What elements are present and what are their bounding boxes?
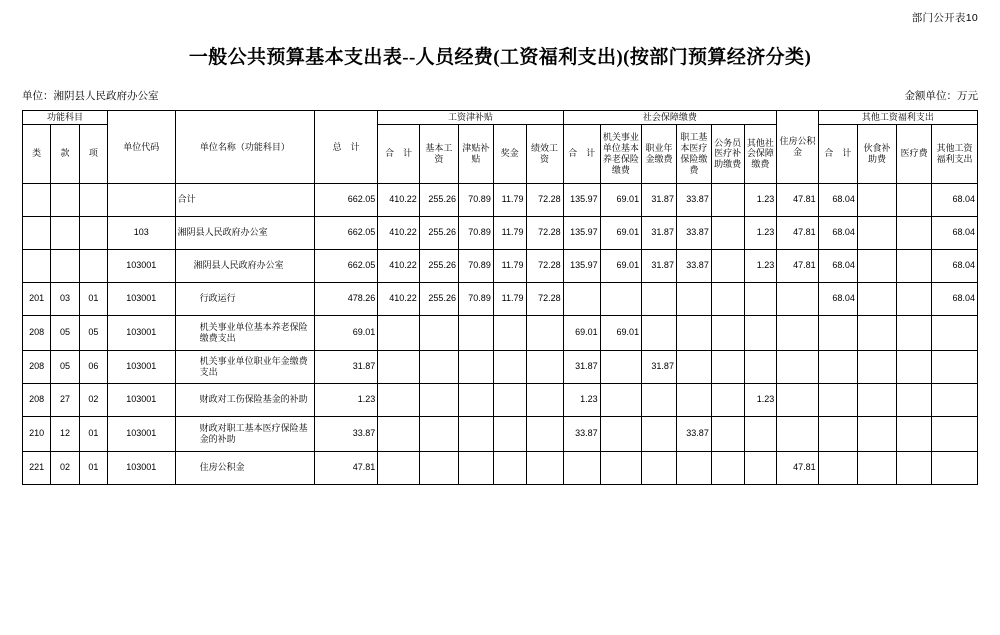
table-row — [23, 216, 978, 249]
cell-medical-fee — [897, 416, 932, 451]
cell-pension: 69.01 — [600, 183, 641, 216]
header-medical-fee: 医疗费 — [897, 124, 932, 183]
cell-allowance — [458, 451, 493, 484]
cell-food-subsidy — [857, 451, 896, 484]
cell-other-social: 1.23 — [744, 383, 777, 416]
cell-bonus: 11.79 — [493, 183, 526, 216]
cell-food-subsidy — [857, 416, 896, 451]
cell-pension — [600, 416, 641, 451]
cell-salary-total — [378, 350, 419, 383]
cell-pension — [600, 350, 641, 383]
cell-bonus — [493, 350, 526, 383]
cell-pension: 69.01 — [600, 216, 641, 249]
cell-section — [51, 183, 79, 216]
cell-section: 05 — [51, 315, 79, 350]
meta-row — [22, 88, 978, 102]
cell-item: 05 — [79, 315, 107, 350]
cell-bonus — [493, 451, 526, 484]
cell-section — [51, 249, 79, 282]
cell-base-salary: 255.26 — [419, 216, 458, 249]
cell-other-welfare: 68.04 — [932, 249, 978, 282]
cell-item: 01 — [79, 451, 107, 484]
cell-occupational: 31.87 — [642, 183, 677, 216]
cell-class: 210 — [23, 416, 51, 451]
cell-housing-fund: 47.81 — [777, 451, 818, 484]
table-row — [23, 416, 978, 451]
cell-social-total: 33.87 — [563, 416, 600, 451]
cell-item: 06 — [79, 350, 107, 383]
cell-other-total: 68.04 — [818, 216, 857, 249]
cell-salary-total — [378, 315, 419, 350]
cell-medical: 33.87 — [676, 216, 711, 249]
header-other-group: 其他工资福利支出 — [818, 111, 977, 125]
cell-class — [23, 249, 51, 282]
header-bonus: 奖金 — [493, 124, 526, 183]
table-header — [23, 111, 978, 184]
cell-medical — [676, 350, 711, 383]
table-row — [23, 383, 978, 416]
cell-bonus — [493, 383, 526, 416]
header-section: 款 — [51, 124, 79, 183]
cell-item: 01 — [79, 416, 107, 451]
cell-other-welfare — [932, 416, 978, 451]
cell-unit-code — [107, 183, 175, 216]
cell-section — [51, 216, 79, 249]
header-salary-group: 工资津补贴 — [378, 111, 563, 125]
cell-unit-code: 103001 — [107, 249, 175, 282]
cell-bonus: 11.79 — [493, 216, 526, 249]
cell-section: 02 — [51, 451, 79, 484]
cell-total: 33.87 — [315, 416, 378, 451]
cell-medical-fee — [897, 183, 932, 216]
cell-performance: 72.28 — [526, 249, 563, 282]
cell-class: 208 — [23, 350, 51, 383]
cell-civil-medical — [711, 249, 744, 282]
cell-bonus — [493, 315, 526, 350]
cell-bonus: 11.79 — [493, 282, 526, 315]
cell-other-social — [744, 416, 777, 451]
table-row — [23, 315, 978, 350]
cell-unit-name: 财政对工伤保险基金的补助 — [175, 383, 315, 416]
cell-class — [23, 183, 51, 216]
cell-section: 27 — [51, 383, 79, 416]
cell-social-total: 135.97 — [563, 216, 600, 249]
header-row-1 — [23, 111, 978, 125]
cell-other-welfare — [932, 350, 978, 383]
header-food-subsidy: 伙食补助费 — [857, 124, 896, 183]
cell-total: 1.23 — [315, 383, 378, 416]
cell-other-social: 1.23 — [744, 249, 777, 282]
cell-other-social — [744, 350, 777, 383]
cell-other-welfare — [932, 451, 978, 484]
header-base-salary: 基本工资 — [419, 124, 458, 183]
cell-social-total: 31.87 — [563, 350, 600, 383]
cell-allowance — [458, 350, 493, 383]
cell-unit-name: 住房公积金 — [175, 451, 315, 484]
cell-food-subsidy — [857, 350, 896, 383]
cell-item: 01 — [79, 282, 107, 315]
cell-housing-fund: 47.81 — [777, 216, 818, 249]
header-salary-total: 合 计 — [378, 124, 419, 183]
cell-occupational — [642, 282, 677, 315]
cell-other-social — [744, 282, 777, 315]
header-unit-name: 单位名称（功能科目） — [175, 111, 315, 184]
cell-section: 05 — [51, 350, 79, 383]
cell-other-total: 68.04 — [818, 282, 857, 315]
header-allowance: 津贴补贴 — [458, 124, 493, 183]
unit-label: 单位：湘阴县人民政府办公室 — [22, 90, 159, 102]
page-title: 一般公共预算基本支出表--人员经费(工资福利支出)(按部门预算经济分类) — [188, 47, 812, 68]
header-performance: 绩效工资 — [526, 124, 563, 183]
cell-other-welfare — [932, 315, 978, 350]
header-social-group: 社会保障缴费 — [563, 111, 777, 125]
cell-performance — [526, 451, 563, 484]
cell-other-social: 1.23 — [744, 183, 777, 216]
cell-base-salary: 255.26 — [419, 249, 458, 282]
cell-social-total: 69.01 — [563, 315, 600, 350]
cell-base-salary — [419, 315, 458, 350]
cell-other-social — [744, 315, 777, 350]
cell-allowance: 70.89 — [458, 216, 493, 249]
cell-housing-fund — [777, 282, 818, 315]
cell-other-total: 68.04 — [818, 249, 857, 282]
cell-section: 12 — [51, 416, 79, 451]
cell-item: 02 — [79, 383, 107, 416]
cell-other-welfare — [932, 383, 978, 416]
cell-housing-fund: 47.81 — [777, 249, 818, 282]
cell-pension — [600, 383, 641, 416]
cell-performance: 72.28 — [526, 183, 563, 216]
cell-other-social: 1.23 — [744, 216, 777, 249]
cell-salary-total — [378, 416, 419, 451]
cell-unit-name: 财政对职工基本医疗保险基金的补助 — [175, 416, 315, 451]
cell-occupational: 31.87 — [642, 216, 677, 249]
cell-class: 208 — [23, 383, 51, 416]
cell-performance — [526, 416, 563, 451]
cell-total: 662.05 — [315, 249, 378, 282]
table-row — [23, 183, 978, 216]
cell-class: 208 — [23, 315, 51, 350]
cell-item — [79, 249, 107, 282]
header-social-total: 合 计 — [563, 124, 600, 183]
cell-civil-medical — [711, 183, 744, 216]
cell-pension: 69.01 — [600, 315, 641, 350]
cell-unit-code: 103001 — [107, 282, 175, 315]
header-class: 类 — [23, 124, 51, 183]
cell-performance — [526, 315, 563, 350]
cell-total: 662.05 — [315, 183, 378, 216]
cell-unit-code: 103001 — [107, 315, 175, 350]
cell-food-subsidy — [857, 216, 896, 249]
cell-unit-code: 103001 — [107, 416, 175, 451]
cell-total: 31.87 — [315, 350, 378, 383]
cell-salary-total: 410.22 — [378, 216, 419, 249]
cell-allowance: 70.89 — [458, 282, 493, 315]
cell-unit-code: 103 — [107, 216, 175, 249]
header-total: 总 计 — [315, 111, 378, 184]
cell-civil-medical — [711, 315, 744, 350]
cell-housing-fund: 47.81 — [777, 183, 818, 216]
cell-social-total: 135.97 — [563, 249, 600, 282]
cell-allowance: 70.89 — [458, 249, 493, 282]
cell-class: 201 — [23, 282, 51, 315]
cell-base-salary: 255.26 — [419, 183, 458, 216]
cell-bonus: 11.79 — [493, 249, 526, 282]
cell-unit-code: 103001 — [107, 383, 175, 416]
cell-other-welfare: 68.04 — [932, 216, 978, 249]
cell-unit-name: 湘阴县人民政府办公室 — [175, 249, 315, 282]
cell-performance: 72.28 — [526, 216, 563, 249]
cell-allowance — [458, 315, 493, 350]
cell-unit-name: 机关事业单位职业年金缴费支出 — [175, 350, 315, 383]
cell-total: 662.05 — [315, 216, 378, 249]
cell-unit-name: 湘阴县人民政府办公室 — [175, 216, 315, 249]
cell-allowance — [458, 383, 493, 416]
header-function-subject: 功能科目 — [23, 111, 108, 125]
cell-medical: 33.87 — [676, 249, 711, 282]
cell-base-salary — [419, 451, 458, 484]
header-other-total: 合 计 — [818, 124, 857, 183]
cell-housing-fund — [777, 350, 818, 383]
header-civil-medical: 公务员医疗补助缴费 — [711, 124, 744, 183]
cell-total: 47.81 — [315, 451, 378, 484]
header-item: 项 — [79, 124, 107, 183]
cell-base-salary — [419, 350, 458, 383]
cell-social-total — [563, 282, 600, 315]
header-other-welfare: 其他工资福利支出 — [932, 124, 978, 183]
cell-pension — [600, 282, 641, 315]
header-occupational: 职业年金缴费 — [642, 124, 677, 183]
cell-medical — [676, 282, 711, 315]
cell-other-total — [818, 451, 857, 484]
cell-food-subsidy — [857, 383, 896, 416]
cell-item — [79, 216, 107, 249]
cell-unit-name: 合计 — [175, 183, 315, 216]
cell-medical-fee — [897, 451, 932, 484]
cell-other-welfare: 68.04 — [932, 282, 978, 315]
table-body — [23, 183, 978, 484]
table-row — [23, 451, 978, 484]
cell-medical-fee — [897, 315, 932, 350]
cell-bonus — [493, 416, 526, 451]
cell-medical — [676, 383, 711, 416]
cell-food-subsidy — [857, 282, 896, 315]
cell-base-salary — [419, 383, 458, 416]
cell-food-subsidy — [857, 249, 896, 282]
cell-civil-medical — [711, 383, 744, 416]
cell-social-total: 1.23 — [563, 383, 600, 416]
table-row — [23, 282, 978, 315]
cell-performance — [526, 350, 563, 383]
cell-class: 221 — [23, 451, 51, 484]
header-housing-fund: 住房公积金 — [777, 111, 818, 184]
cell-food-subsidy — [857, 315, 896, 350]
cell-performance — [526, 383, 563, 416]
cell-class — [23, 216, 51, 249]
cell-unit-name: 机关事业单位基本养老保险缴费支出 — [175, 315, 315, 350]
cell-base-salary: 255.26 — [419, 282, 458, 315]
cell-housing-fund — [777, 383, 818, 416]
document-tag: 部门公开表10 — [911, 12, 978, 24]
cell-housing-fund — [777, 416, 818, 451]
cell-salary-total — [378, 451, 419, 484]
cell-other-total: 68.04 — [818, 183, 857, 216]
header-other-social: 其他社会保障缴费 — [744, 124, 777, 183]
cell-other-total — [818, 315, 857, 350]
cell-civil-medical — [711, 216, 744, 249]
cell-other-total — [818, 350, 857, 383]
cell-social-total — [563, 451, 600, 484]
cell-salary-total: 410.22 — [378, 282, 419, 315]
cell-item — [79, 183, 107, 216]
cell-unit-name: 行政运行 — [175, 282, 315, 315]
cell-housing-fund — [777, 315, 818, 350]
table-row — [23, 249, 978, 282]
cell-occupational — [642, 315, 677, 350]
cell-unit-code: 103001 — [107, 451, 175, 484]
cell-occupational — [642, 451, 677, 484]
cell-salary-total: 410.22 — [378, 249, 419, 282]
cell-base-salary — [419, 416, 458, 451]
cell-occupational: 31.87 — [642, 350, 677, 383]
cell-allowance: 70.89 — [458, 183, 493, 216]
cell-performance: 72.28 — [526, 282, 563, 315]
cell-civil-medical — [711, 416, 744, 451]
cell-occupational: 31.87 — [642, 249, 677, 282]
cell-medical-fee — [897, 350, 932, 383]
cell-total: 69.01 — [315, 315, 378, 350]
cell-medical: 33.87 — [676, 416, 711, 451]
header-pension: 机关事业单位基本养老保险缴费 — [600, 124, 641, 183]
cell-total: 478.26 — [315, 282, 378, 315]
cell-food-subsidy — [857, 183, 896, 216]
cell-medical-fee — [897, 282, 932, 315]
cell-civil-medical — [711, 451, 744, 484]
cell-medical — [676, 451, 711, 484]
header-unit-code: 单位代码 — [107, 111, 175, 184]
cell-occupational — [642, 416, 677, 451]
cell-medical-fee — [897, 383, 932, 416]
cell-social-total: 135.97 — [563, 183, 600, 216]
table-row — [23, 350, 978, 383]
cell-pension: 69.01 — [600, 249, 641, 282]
cell-pension — [600, 451, 641, 484]
cell-allowance — [458, 416, 493, 451]
cell-salary-total — [378, 383, 419, 416]
cell-unit-code: 103001 — [107, 350, 175, 383]
cell-section: 03 — [51, 282, 79, 315]
cell-medical — [676, 315, 711, 350]
cell-other-welfare: 68.04 — [932, 183, 978, 216]
cell-civil-medical — [711, 282, 744, 315]
cell-other-total — [818, 416, 857, 451]
cell-medical-fee — [897, 216, 932, 249]
budget-table — [22, 110, 978, 485]
cell-medical-fee — [897, 249, 932, 282]
cell-salary-total: 410.22 — [378, 183, 419, 216]
cell-other-social — [744, 451, 777, 484]
header-medical: 职工基本医疗保险缴费 — [676, 124, 711, 183]
cell-occupational — [642, 383, 677, 416]
cell-civil-medical — [711, 350, 744, 383]
cell-medical: 33.87 — [676, 183, 711, 216]
amount-unit-label: 金额单位：万元 — [904, 90, 978, 102]
cell-other-total — [818, 383, 857, 416]
